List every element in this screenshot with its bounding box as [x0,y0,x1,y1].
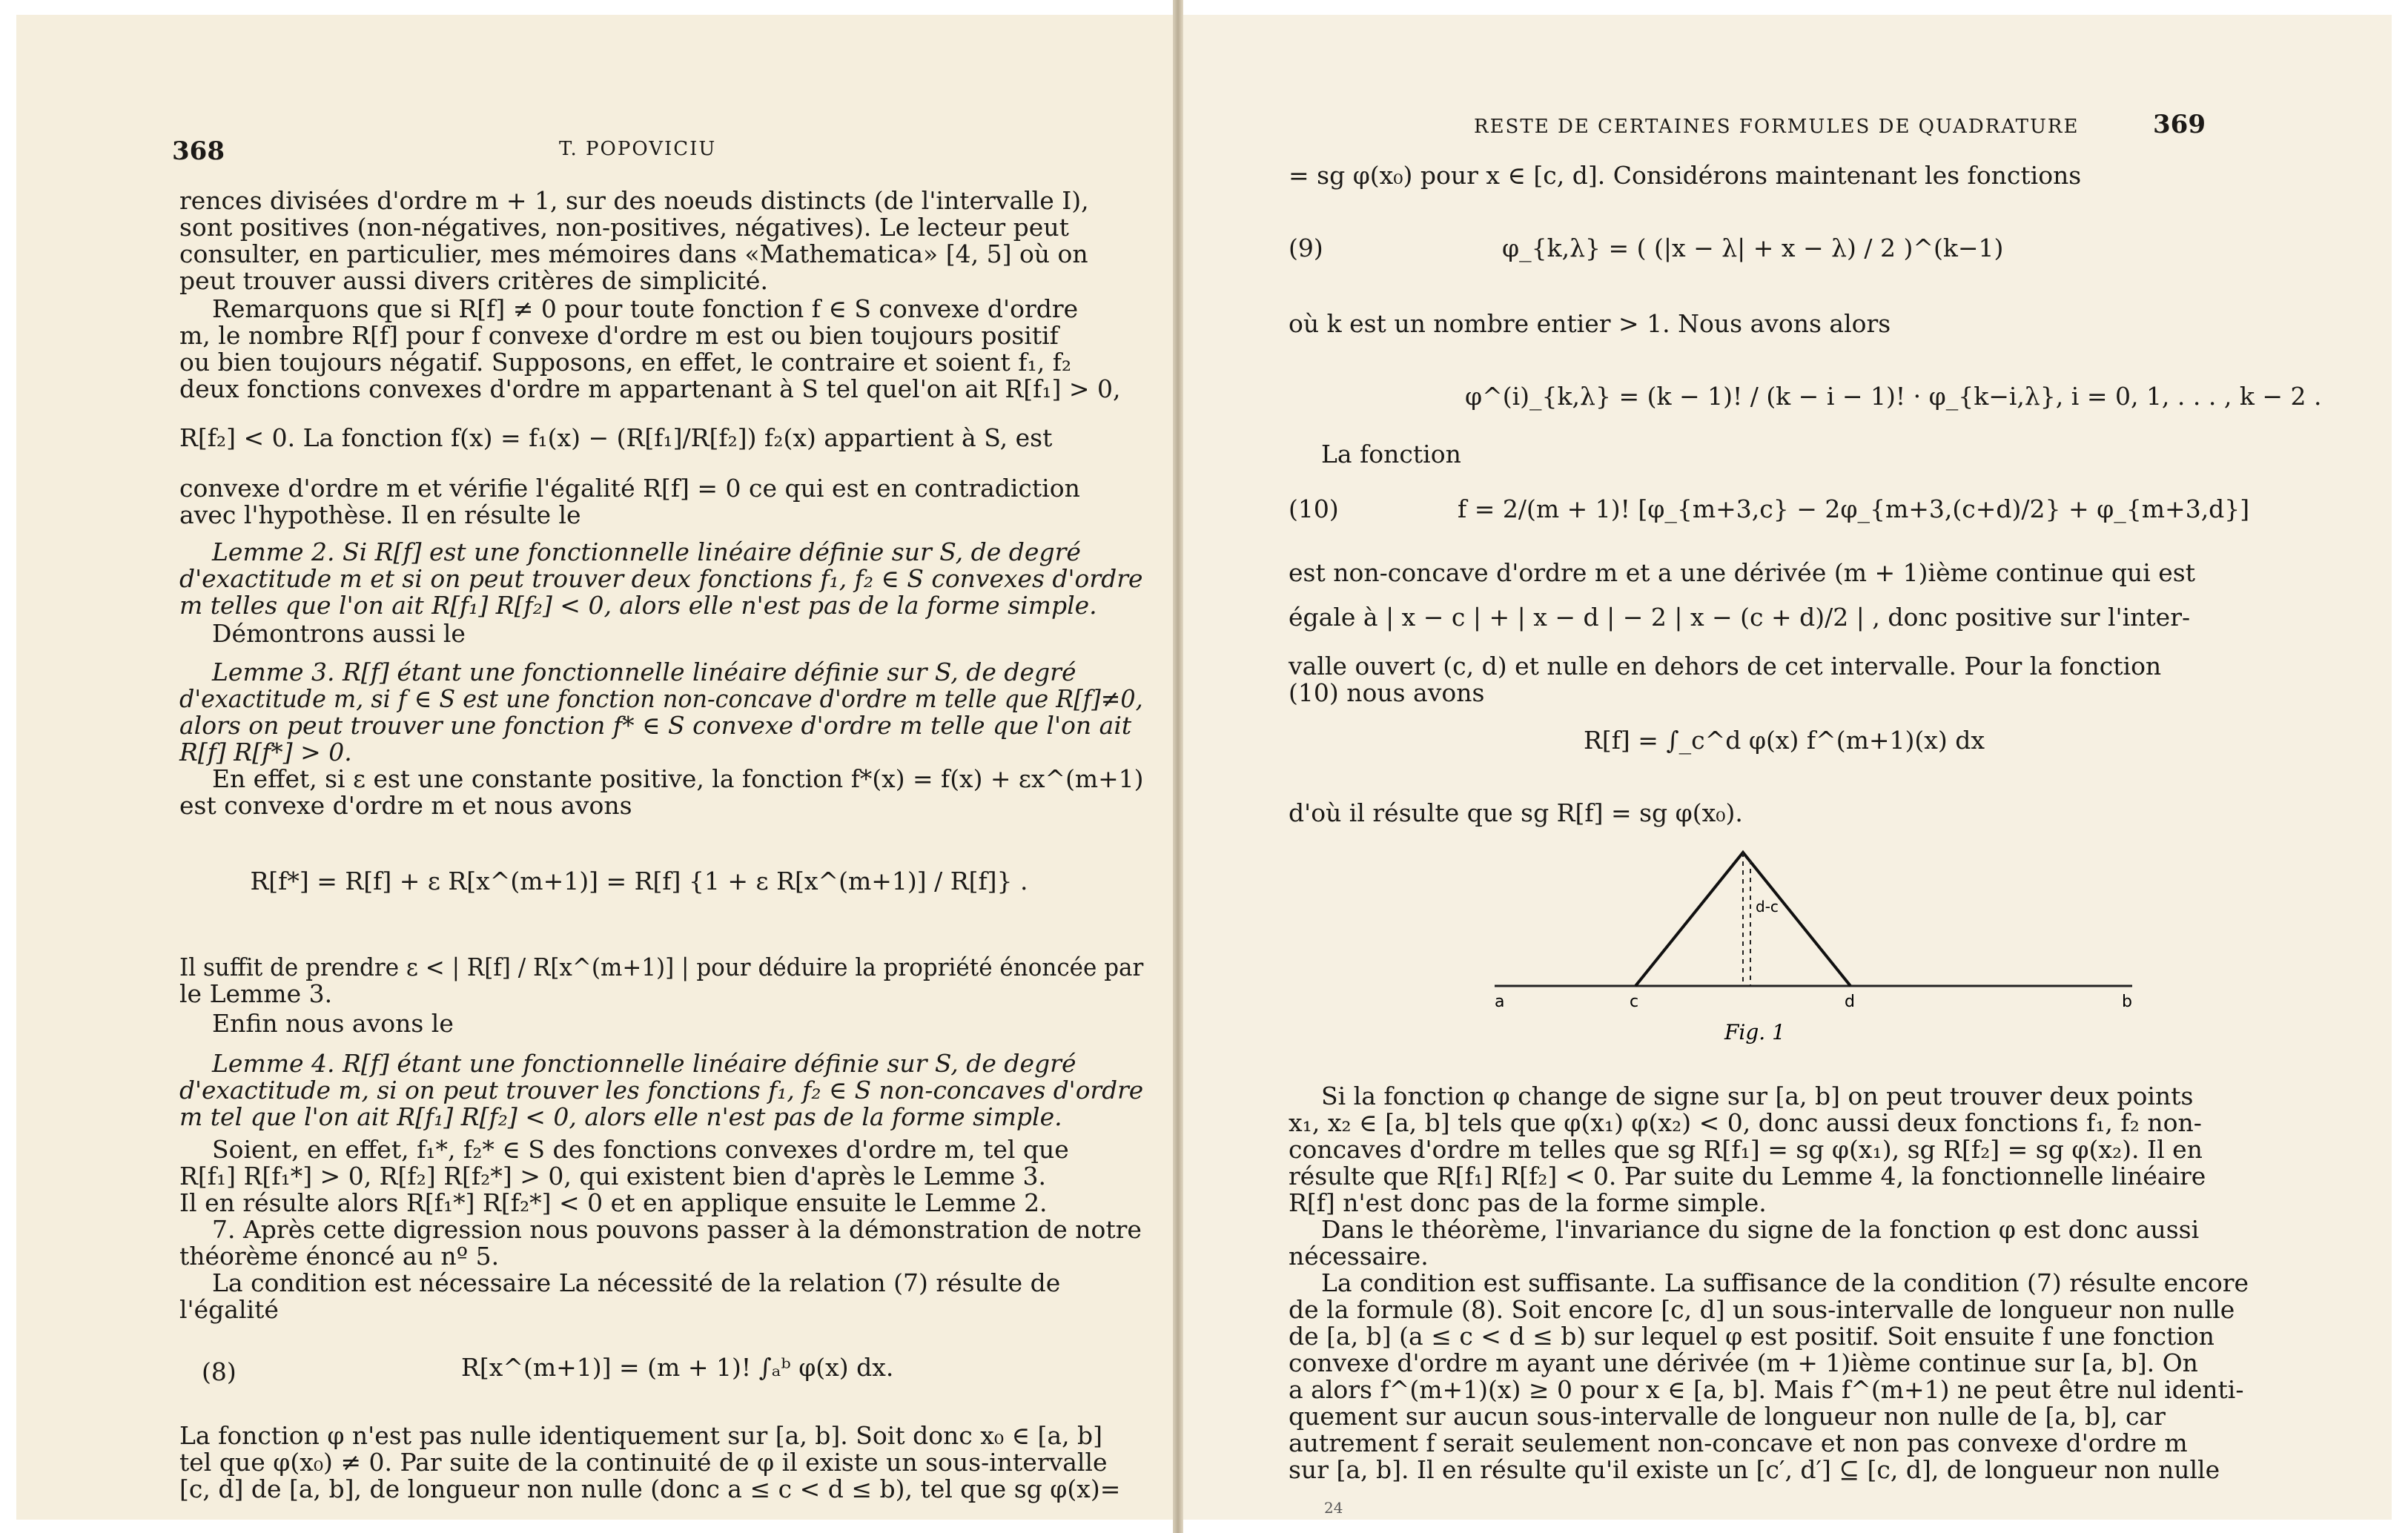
text-line: Soient, en effet, f₁*, f₂* ∈ S des fonctions convexes d'ordre m, tel que [212,1135,1069,1164]
lemme-line: Lemme 2. Si R[f] est une fonctionnelle linéaire définie sur S, de degré [212,537,1081,566]
lemme-line: R[f] R[f*] > 0. [179,738,352,766]
text-line: convexe d'ordre m ayant une dérivée (m + 1)ième continue sur [a, b]. On [1289,1348,2198,1377]
text-line: résulte que R[f₁] R[f₂] < 0. Par suite du Lemme 4, la fonctionnelle linéaire [1289,1162,2206,1191]
lemme-line: d'exactitude m, si f ∈ S est une fonction non-concave d'ordre m telle que R[f]≠0, [179,684,1143,713]
text-line: Démontrons aussi le [212,619,466,648]
equation-10: f = 2/(m + 1)! [φ_{m+3,c} − 2φ_{m+3,(c+d)/2} + φ_{m+3,d}] [1458,494,2250,523]
equation-rstar: R[f*] = R[f] + ε R[x^(m+1)] = R[f] {1 + ε R[x^(m+1)] / R[f]} . [250,867,1028,895]
text-line: égale à | x − c | + | x − d | − 2 | x − (c + d)/2 | , donc positive sur l'inter- [1289,603,2191,632]
text-line: Il en résulte alors R[f₁*] R[f₂*] < 0 et en applique ensuite le Lemme 2. [179,1188,1048,1217]
text-line: rences divisées d'ordre m + 1, sur des noeuds distincts (de l'intervalle I), [179,186,1089,215]
text-line: avec l'hypothèse. Il en résulte le [179,500,581,529]
text-line: sont positives (non-négatives, non-positives, négatives). Le lecteur peut [179,213,1069,242]
equation-label-8: (8) [202,1357,236,1386]
equation-derivative: φ^(i)_{k,λ} = (k − 1)! / (k − i − 1)! · φ_{k−i,λ}, i = 0, 1, . . . , k − 2 . [1465,382,2322,411]
text-line: de [a, b] (a ≤ c < d ≤ b) sur lequel φ est positif. Soit ensuite f une fonction [1289,1322,2214,1351]
signature-mark: 24 [1324,1499,1343,1517]
text-line: quement sur aucun sous-intervalle de longueur non nulle de [a, b], car [1289,1402,2166,1431]
lemme-line: m telles que l'on ait R[f₁] R[f₂] < 0, alors elle n'est pas de la forme simple. [179,591,1097,620]
text-line: Dans le théorème, l'invariance du signe de la fonction φ est donc aussi [1321,1215,2200,1244]
text-line: est convexe d'ordre m et nous avons [179,791,632,820]
text-line: R[f₂] < 0. La fonction f(x) = f₁(x) − (R[f₁]/R[f₂]) f₂(x) appartient à S, est [179,423,1053,452]
text-line: x₁, x₂ ∈ [a, b] tels que φ(x₁) φ(x₂) < 0, donc aussi deux fonctions f₁, f₂ non- [1289,1108,2202,1137]
text-line: a alors f^(m+1)(x) ≥ 0 pour x ∈ [a, b]. Mais f^(m+1) ne peut être nul identi- [1289,1375,2244,1404]
text-line: Il suffit de prendre ε < | R[f] / R[x^(m+1)] | pour déduire la propriété énoncée par [179,953,1144,981]
axis-label-a: a [1495,993,1505,1011]
text-line: est non-concave d'ordre m et a une dérivée (m + 1)ième continue qui est [1289,558,2195,587]
running-head-left: T. POPOVICIU [559,138,717,160]
text-line: La condition est nécessaire La nécessité de la relation (7) résulte de [212,1268,1061,1297]
height-label: d-c [1756,898,1779,916]
text-line: Si la fonction φ change de signe sur [a, b] on peut trouver deux points [1321,1082,2194,1110]
left-page [16,15,1173,1520]
right-page [1183,15,2392,1520]
text-line: 7. Après cette digression nous pouvons passer à la démonstration de notre [212,1215,1142,1244]
text-line: concaves d'ordre m telles que sg R[f₁] = sg φ(x₁), sg R[f₂] = sg φ(x₂). Il en [1289,1135,2203,1164]
equation-label-9: (9) [1289,234,1323,262]
axis-label-b: b [2122,993,2132,1011]
text-line: = sg φ(x₀) pour x ∈ [c, d]. Considérons maintenant les fonctions [1289,161,2082,190]
text-line: théorème énoncé au nº 5. [179,1242,500,1271]
text-line: tel que φ(x₀) ≠ 0. Par suite de la continuité de φ il existe un sous-intervalle [179,1448,1108,1477]
lemme-line: Lemme 3. R[f] étant une fonctionnelle linéaire définie sur S, de degré [212,658,1076,686]
text-line: convexe d'ordre m et vérifie l'égalité R[f] = 0 ce qui est en contradiction [179,474,1080,503]
axis-label-d: d [1845,993,1855,1011]
lemme-line: d'exactitude m, si on peut trouver les fonctions f₁, f₂ ∈ S non-concaves d'ordre [179,1076,1144,1105]
text-line: La fonction [1321,440,1461,468]
text-line: La condition est suffisante. La suffisance de la condition (7) résulte encore [1321,1268,2249,1297]
text-line: le Lemme 3. [179,979,333,1008]
text-line: R[f] n'est donc pas de la forme simple. [1289,1188,1767,1217]
lemme-line: alors on peut trouver une fonction f* ∈ S convexe d'ordre m telle que l'on ait [179,711,1132,740]
running-head-right: RESTE DE CERTAINES FORMULES DE QUADRATURE [1474,116,2080,138]
lemme-line: m tel que l'on ait R[f₁] R[f₂] < 0, alors elle n'est pas de la forme simple. [179,1102,1062,1131]
book-gutter [1173,0,1183,1533]
equation-label-10: (10) [1289,494,1339,523]
text-line: En effet, si ε est une constante positive, la fonction f*(x) = f(x) + εx^(m+1) [212,764,1144,793]
figure-1-diagram [1480,838,2147,1045]
equation-8: R[x^(m+1)] = (m + 1)! ∫ₐᵇ φ(x) dx. [461,1353,894,1382]
lemme-line: Lemme 4. R[f] étant une fonctionnelle linéaire définie sur S, de degré [212,1049,1076,1078]
text-line: l'égalité [179,1295,279,1324]
text-line: La fonction φ n'est pas nulle identiquement sur [a, b]. Soit donc x₀ ∈ [a, b] [179,1421,1103,1450]
text-line: R[f₁] R[f₁*] > 0, R[f₂] R[f₂*] > 0, qui existent bien d'après le Lemme 3. [179,1162,1046,1191]
text-line: Remarquons que si R[f] ≠ 0 pour toute fonction f ∈ S convexe d'ordre [212,294,1079,323]
text-line: nécessaire. [1289,1242,1429,1271]
text-line: où k est un nombre entier > 1. Nous avons alors [1289,309,1891,338]
axis-label-c: c [1630,993,1639,1011]
equation-9: φ_{k,λ} = ( (|x − λ| + x − λ) / 2 )^(k−1) [1502,234,2004,262]
text-line: ou bien toujours négatif. Supposons, en effet, le contraire et soient f₁, f₂ [179,348,1072,377]
text-line: (10) nous avons [1289,678,1485,707]
text-line: [c, d] de [a, b], de longueur non nulle (donc a ≤ c < d ≤ b), tel que sg φ(x)= [179,1474,1121,1503]
text-line: d'où il résulte que sg R[f] = sg φ(x₀). [1289,798,1743,827]
text-line: de la formule (8). Soit encore [c, d] un sous-intervalle de longueur non nulle [1289,1295,2235,1324]
page-number-right: 369 [2153,110,2206,139]
figure-caption: Fig. 1 [1724,1020,1785,1044]
text-line: consulter, en particulier, mes mémoires dans «Mathematica» [4, 5] où on [179,239,1088,268]
text-line: peut trouver aussi divers critères de simplicité. [179,266,768,295]
lemme-line: d'exactitude m et si on peut trouver deux fonctions f₁, f₂ ∈ S convexes d'ordre [179,564,1143,593]
text-line: autrement f serait seulement non-concave et non pas convexe d'ordre m [1289,1428,2188,1457]
equation-rf: R[f] = ∫_c^d φ(x) f^(m+1)(x) dx [1584,726,1985,755]
text-line: valle ouvert (c, d) et nulle en dehors de cet intervalle. Pour la fonction [1289,652,2162,681]
page-number-left: 368 [172,136,225,166]
text-line: sur [a, b]. Il en résulte qu'il existe un [c′, d′] ⊆ [c, d], de longueur non nulle [1289,1455,2220,1484]
text-line: m, le nombre R[f] pour f convexe d'ordre m est ou bien toujours positif [179,321,1059,350]
text-line: Enfin nous avons le [212,1009,454,1038]
text-line: deux fonctions convexes d'ordre m appartenant à S tel quel'on ait R[f₁] > 0, [179,374,1121,403]
